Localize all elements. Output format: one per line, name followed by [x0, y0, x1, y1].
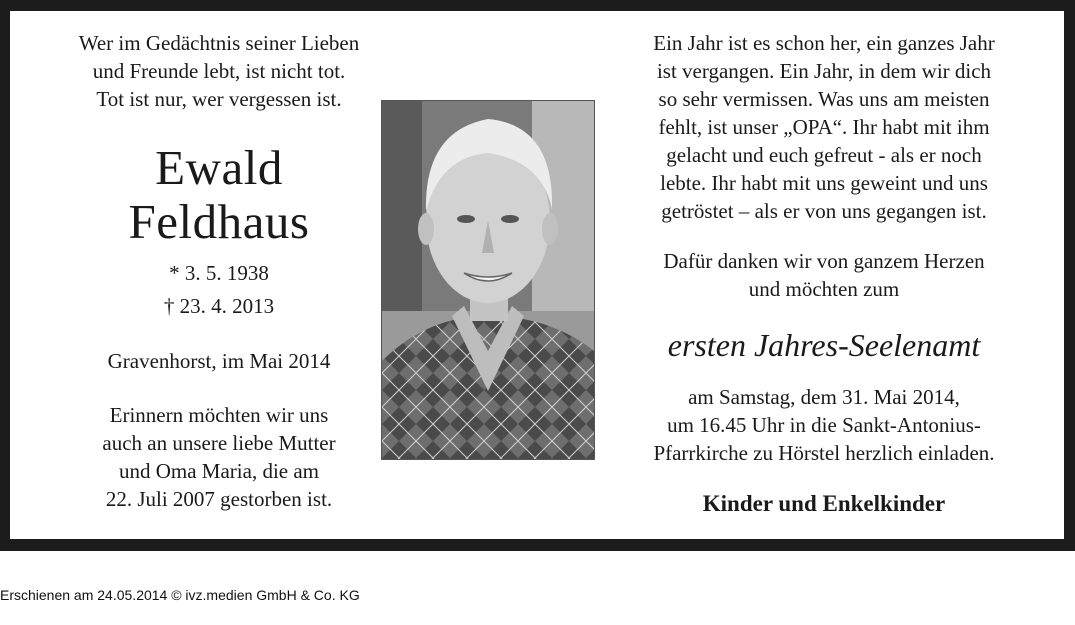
remembrance-line: und Oma Maria, die am	[118, 459, 320, 483]
verse-line: und Freunde lebt, ist nicht tot.	[92, 59, 346, 83]
remembrance-text	[30, 401, 408, 513]
memorial-verse	[30, 29, 408, 113]
portrait-photo	[381, 100, 595, 460]
last-name: Feldhaus	[128, 194, 310, 249]
poem-line: getröstet – als er von uns gegangen ist.	[661, 199, 987, 223]
remembrance-line: 22. Juli 2007 gestorben ist.	[105, 487, 333, 511]
notice-content	[10, 11, 1064, 539]
left-column	[30, 29, 408, 513]
deceased-name	[30, 141, 408, 249]
remembrance-line: auch an unsere liebe Mutter	[102, 431, 336, 455]
signature: Kinder und Enkelkinder	[702, 491, 946, 516]
remembrance-line: Erinnern möchten wir uns	[109, 403, 329, 427]
poem-line: fehlt, ist unser „OPA“. Ihr habt mit ihm	[658, 115, 990, 139]
invitation-line: Pfarrkirche zu Hörstel herzlich einladen.	[653, 441, 995, 465]
poem-line: ist vergangen. Ein Jahr, in dem wir dich	[656, 59, 992, 83]
death-date: † 23. 4. 2013	[163, 294, 275, 318]
verse-line: Tot ist nur, wer vergessen ist.	[96, 87, 342, 111]
poem-line: gelacht und euch gefreut - als er noch	[666, 143, 982, 167]
invitation-text	[608, 383, 1040, 467]
poem-line: lebte. Ihr habt mit uns geweint und uns	[660, 171, 988, 195]
thanks-text	[608, 247, 1040, 303]
portrait-image	[382, 101, 594, 459]
place-date: Gravenhorst, im Mai 2014	[107, 349, 331, 373]
thanks-line: und möchten zum	[748, 277, 900, 301]
birth-date: * 3. 5. 1938	[169, 261, 269, 285]
verse-line: Wer im Gedächtnis seiner Lieben	[78, 31, 360, 55]
thanks-line: Dafür danken wir von ganzem Herzen	[663, 249, 985, 273]
publication-footer: Erschienen am 24.05.2014 © ivz.medien GmbH & Co. KG	[0, 587, 360, 603]
invitation-line: am Samstag, dem 31. Mai 2014,	[688, 385, 960, 409]
first-name: Ewald	[155, 140, 283, 195]
memorial-mass-title: ersten Jahres-Seelenamt	[667, 327, 981, 363]
poem-line: Ein Jahr ist es schon her, ein ganzes Jahr	[653, 31, 995, 55]
invitation-line: um 16.45 Uhr in die Sankt-Antonius-	[667, 413, 981, 437]
poem-text	[608, 29, 1040, 225]
poem-line: so sehr vermissen. Was uns am meisten	[658, 87, 990, 111]
right-column	[608, 29, 1040, 519]
